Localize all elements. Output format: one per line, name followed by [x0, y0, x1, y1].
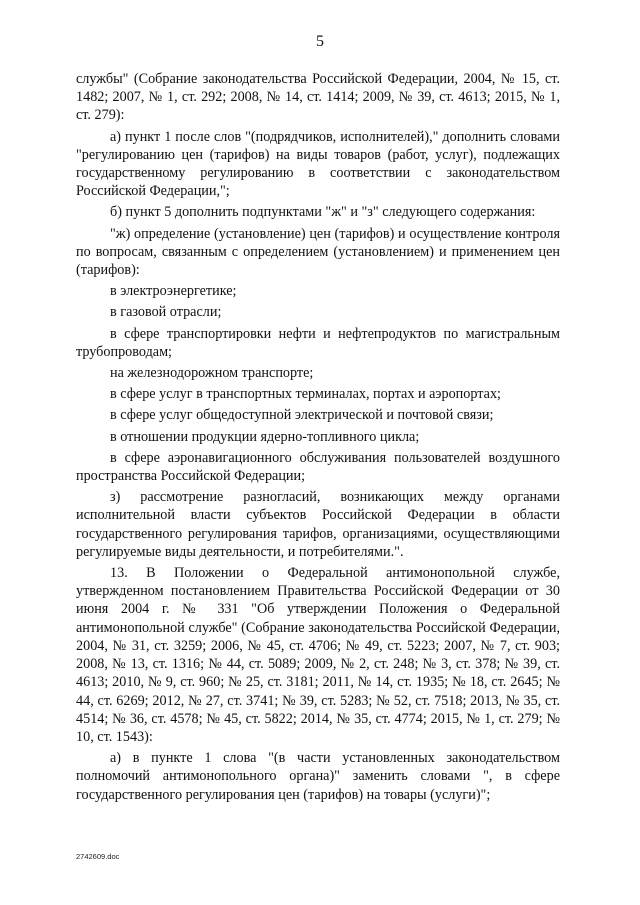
list-item: на железнодорожном транспорте; — [110, 365, 314, 382]
paragraph-item-z: з) рассмотрение разногласий, возникающих между органами исполнительной власти субъектов Российской Федерации в области государственного регулирования тарифов, организациями, осуществляющими регулируемые виды деятельности, и потребителями.". — [76, 489, 560, 560]
paragraph-item-13: 13. В Положении о Федеральной антимонопольной службе, утвержденном постановлением Правительства Российской Федерации от 30 июня 2004 г. № 331 "Об утверждении Положения о Федеральной антимонопольной службе" (Собрание законодательства Российской Федерации, 2004, № 31, ст. 3259; 2006, № 45, ст. 4706; № 49, ст. 5223; 2007, № 7, ст. 903; 2008, № 13, ст. 1316; № 44, ст. 5089; 2009, № 2, ст. 248; № 3, ст. 378; № 39, ст. 4613; 2010, № 9, ст. 960; № 25, ст. 3181; 2011, № 14, ст. 1935; № 18, ст. 2645; № 44, ст. 6269; 2012, № 27, ст. 3741; № 39, ст. 5283; № 52, ст. 7518; 2013, № 35, ст. 4514; № 36, ст. 4578; № 45, ст. 5822; 2014, № 35, ст. 4774; 2015, № 1, ст. 279; № 10, ст. 1543): — [76, 565, 560, 745]
list-item: в сфере транспортировки нефти и нефтепродуктов по магистральным трубопроводам; — [76, 325, 560, 360]
list-item: в электроэнергетике; — [110, 283, 237, 300]
document-body — [76, 70, 560, 804]
paragraph-item-a: а) пункт 1 после слов "(подрядчиков, исполнителей)," дополнить словами "регулированию цен (тарифов) на виды товаров (работ, услуг), подлежащих государственному регулированию в соответствии с законодательством Российской Федерации,"; — [76, 128, 560, 200]
list-item: в сфере аэронавигационного обслуживания пользователей воздушного пространства Российской Федерации; — [76, 449, 560, 485]
page-number: 5 — [316, 33, 324, 50]
list-item: в сфере услуг в транспортных терминалах, портах и аэропортах; — [110, 386, 501, 403]
footer-filename: 2742609.doc — [76, 852, 120, 861]
paragraph-continuation: службы" (Собрание законодательства Российской Федерации, 2004, № 15, ст. 1482; 2007, № 1, ст. 292; 2008, № 14, ст. 1414; 2009, № 39, ст. 4613; 2015, № 1, ст. 279): — [76, 71, 560, 124]
list-item: в газовой отрасли; — [110, 304, 222, 321]
list-item: в сфере услуг общедоступной электрической и почтовой связи; — [110, 407, 494, 424]
paragraph-item-zh: "ж) определение (установление) цен (тарифов) и осуществление контроля по вопросам, связанным с определением (установлением) и применением цен (тарифов): — [76, 225, 560, 279]
paragraph-item-b: б) пункт 5 дополнить подпунктами "ж" и "з" следующего содержания: — [110, 204, 536, 221]
paragraph-item-13a: а) в пункте 1 слова "(в части установленных законодательством полномочий антимонопольного органа)" заменить словами ", в сфере государственного регулирования цен (тарифов) на товары (услуги)"; — [76, 750, 560, 803]
list-item: в отношении продукции ядерно-топливного цикла; — [110, 428, 420, 445]
